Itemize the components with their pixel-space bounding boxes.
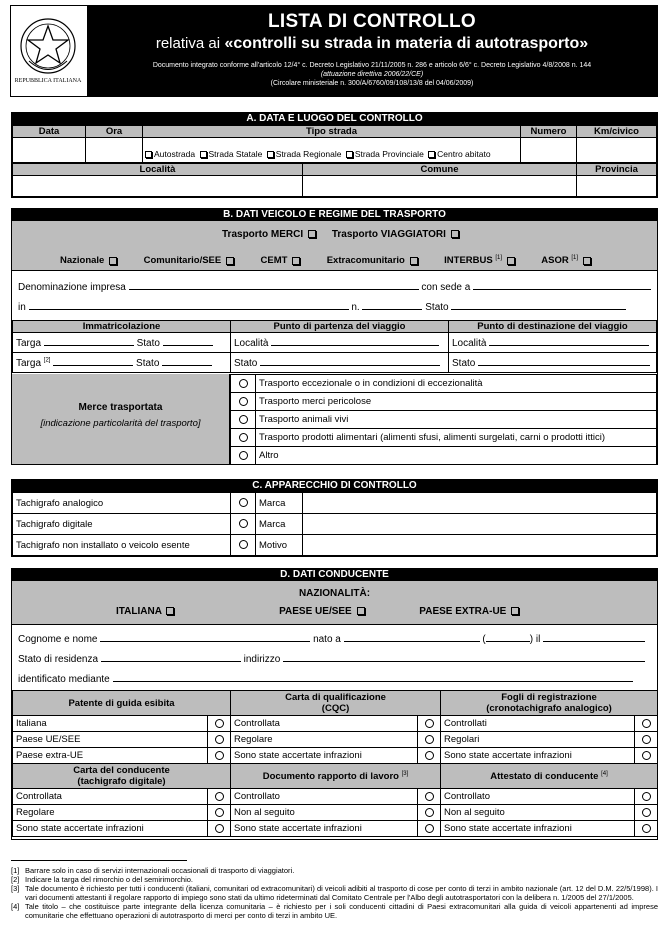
residence-row: Stato di residenza indirizzo [18, 653, 651, 665]
departure-locality-cell: Località [231, 333, 449, 353]
municipality-label: Comune [303, 164, 577, 176]
goods-option-radio[interactable] [239, 415, 248, 424]
nationality-italian-option[interactable]: ITALIANA [116, 606, 176, 617]
card-infractions-radio[interactable] [215, 824, 224, 833]
footnote-divider [11, 860, 187, 861]
section-c [11, 479, 658, 557]
birth-place-field[interactable] [344, 633, 480, 642]
sheets-regular-radio[interactable] [642, 735, 651, 744]
company-seat-field[interactable] [473, 281, 651, 290]
record-sheets-header: Fogli di registrazione (cronotachigrafo analogico) [441, 691, 658, 716]
table-row: Regolare Non al seguito Non al seguito [13, 805, 658, 821]
driver-name-row: Cognome e nome nato a ( ) il [18, 633, 651, 645]
trailer-state-field[interactable] [162, 357, 212, 366]
attestation-infractions-radio[interactable] [642, 824, 651, 833]
road-type-option[interactable]: Autostrada [143, 149, 195, 159]
page-subtitle: relativa ai «controlli su strada in materia di autotrasporto» [155, 35, 589, 52]
destination-header: Punto di destinazione del viaggio [449, 321, 657, 333]
footnotes [11, 866, 658, 920]
work-doc-missing-radio[interactable] [425, 808, 434, 817]
departure-locality-field[interactable] [271, 337, 439, 346]
locality-label: Località [13, 164, 303, 176]
destination-locality-cell: Località [449, 333, 657, 353]
header-title-block [87, 6, 657, 96]
tachograph-none-radio[interactable] [239, 540, 248, 549]
goods-option-radio[interactable] [239, 379, 248, 388]
transport-regime-area [12, 221, 657, 271]
section-b [11, 208, 658, 465]
destination-state-cell: Stato [449, 353, 657, 373]
road-type-option[interactable]: Strada Provinciale [344, 149, 424, 159]
goods-option-row: Trasporto merci pericolose [231, 393, 657, 411]
section-a [11, 112, 658, 198]
tachograph-reason-field[interactable] [303, 535, 657, 556]
footnote: [3] Tale documento è richiesto per tutti i conducenti (italiani, comunitari od extracomunitari) di veicoli adibiti al trasporto di cose per conto di terzi in ambito nazionale (art. 12 del D.M. 22/5/1998). I vari documenti attestanti il regolare rapporto di impiego sono stati da ultimo rideterminati dal Comitato Centrale per l'Albo degli autotrasportatori con la delibera n. 1/2005 del 27/1/2005. [11, 884, 658, 902]
goods-option-row: Trasporto prodotti alimentari (alimenti sfusi, alimenti surgelati, carni o prodotti ittici) [231, 429, 657, 447]
tachograph-row: Tachigrafo non installato o veicolo esente Motivo [13, 535, 657, 556]
goods-option-row: Trasporto animali vivi [231, 411, 657, 429]
community-option[interactable]: Comunitario/SEE [144, 255, 236, 266]
identification-field[interactable] [113, 673, 633, 682]
number-label: Numero [521, 126, 577, 138]
km-label: Km/civico [577, 126, 657, 138]
national-option[interactable]: Nazionale [60, 255, 119, 266]
driver-name-field[interactable] [100, 633, 310, 642]
trailer-plate-cell: Targa [2] Stato [13, 353, 231, 373]
interbus-option[interactable]: INTERBUS [1] [444, 255, 517, 266]
svg-text:REPUBBLICA ITALIANA: REPUBBLICA ITALIANA [14, 78, 82, 84]
birth-province-field[interactable] [486, 633, 530, 642]
goods-option-radio[interactable] [239, 451, 248, 460]
municipality-field[interactable] [303, 176, 577, 197]
sheets-checked-radio[interactable] [642, 719, 651, 728]
section-d [11, 568, 658, 840]
nationality-area [12, 581, 657, 625]
plate-state-field[interactable] [163, 337, 213, 346]
road-type-options [143, 138, 521, 163]
province-label: Provincia [577, 164, 657, 176]
license-extra-eu-radio[interactable] [215, 751, 224, 760]
attestation-missing-radio[interactable] [642, 808, 651, 817]
emblem-logo [11, 6, 87, 96]
plate-field[interactable] [44, 337, 134, 346]
destination-state-field[interactable] [478, 357, 650, 366]
address-field[interactable] [283, 653, 645, 662]
residence-state-field[interactable] [101, 653, 241, 662]
registration-header: Immatricolazione [13, 321, 231, 333]
extra-community-option[interactable]: Extracomunitario [327, 255, 420, 266]
cemt-option[interactable]: CEMT [261, 255, 303, 266]
departure-state-cell: Stato [231, 353, 449, 373]
road-type-option[interactable]: Centro abitato [426, 149, 490, 159]
asor-option[interactable]: ASOR [1] [541, 255, 592, 266]
destination-locality-field[interactable] [489, 337, 649, 346]
road-type-option[interactable]: Strada Regionale [265, 149, 342, 159]
work-document-header: Documento rapporto di lavoro [3] [231, 764, 441, 789]
goods-option-radio[interactable] [239, 433, 248, 442]
tachograph-digital-radio[interactable] [239, 519, 248, 528]
cqc-regular-radio[interactable] [425, 735, 434, 744]
section-c-title: C. APPARECCHIO DI CONTROLLO [12, 480, 657, 492]
footnote: [1] Barrare solo in caso di servizi internazionali occasionali di trasporto di viaggiatori. [11, 866, 295, 875]
company-address-field[interactable] [29, 301, 349, 310]
km-field[interactable] [577, 138, 657, 163]
birth-date-field[interactable] [543, 633, 645, 642]
section-a-title: A. DATA E LUOGO DEL CONTROLLO [12, 113, 657, 125]
driver-attestation-header: Attestato di conducente [4] [441, 764, 658, 789]
company-name-field[interactable] [129, 281, 419, 290]
table-row: Italiana Controllata Controllati [13, 716, 658, 732]
cqc-checked-radio[interactable] [425, 719, 434, 728]
nationality-label: NAZIONALITÀ: [298, 588, 371, 599]
page-title: LISTA DI CONTROLLO [267, 11, 477, 32]
road-type-option[interactable]: Strada Statale [198, 149, 263, 159]
license-eu-radio[interactable] [215, 735, 224, 744]
driver-documents-table [12, 690, 658, 837]
cqc-infractions-radio[interactable] [425, 751, 434, 760]
locality-field[interactable] [13, 176, 303, 197]
road-type-label: Tipo strada [143, 126, 521, 138]
card-checked-radio[interactable] [215, 792, 224, 801]
table-row: Sono state accertate infrazioni Sono state accertate infrazioni Sono state accertate infrazioni [13, 821, 658, 837]
time-field[interactable] [86, 138, 143, 163]
date-label: Data [13, 126, 86, 138]
goods-label-cell: Merce trasportata [indicazione particolarità del trasporto] [12, 374, 230, 464]
identified-row: identificato mediante [18, 673, 651, 685]
company-number-field[interactable] [362, 301, 422, 310]
document-header [10, 5, 658, 97]
trailer-plate-field[interactable] [53, 357, 133, 366]
tachograph-analog-radio[interactable] [239, 498, 248, 507]
license-header: Patente di guida esibita [13, 691, 231, 716]
tachograph-digital-brand-field[interactable] [303, 514, 657, 535]
table-row: Paese UE/SEE Regolare Regolari [13, 732, 658, 748]
company-row: Denominazione impresa con sede a [18, 281, 651, 293]
attestation-checked-radio[interactable] [642, 792, 651, 801]
nationality-eu-option[interactable]: PAESE UE/SEE [279, 606, 366, 617]
table-row: Paese extra-UE Sono state accertate infrazioni Sono state accertate infrazioni [13, 748, 658, 764]
company-state-field[interactable] [451, 301, 626, 310]
driver-card-header: Carta del conducente (tachigrafo digitale) [13, 764, 231, 789]
legal-reference: Documento integrato conforme all'articolo 12/4° c. Decreto Legislativo 21/11/2005 n. 286 e articolo 6/6° c. Decreto Legislativo 4/8/2008 n. 144 (attuazione direttiva 2006/22/CE) (Circolare ministeriale n. 300/A/6760/09/108/13/8 del 04/06/2009) [152, 62, 592, 87]
date-field[interactable] [13, 138, 86, 163]
table-row: Controllata Controllato Controllato [13, 789, 658, 805]
footnote: [2] Indicare la targa del rimorchio o del semirimorchio. [11, 875, 193, 884]
tachograph-row: Tachigrafo digitale Marca [13, 514, 657, 535]
footnote: [4] Tale titolo – che costituisce parte integrante della licenza comunitaria – è richiesto per i soli conducenti cittadini di Paesi extracomunitari alla guida di veicoli appartenenti ad imprese comunitarie che effettuano operazioni di autotrasporto di merci per conto di terzi in ambito UE. [11, 902, 658, 920]
section-b-title: B. DATI VEICOLO E REGIME DEL TRASPORTO [12, 209, 657, 221]
tachograph-analog-brand-field[interactable] [303, 493, 657, 514]
goods-option-radio[interactable] [239, 397, 248, 406]
number-field[interactable] [521, 138, 577, 163]
departure-header: Punto di partenza del viaggio [231, 321, 449, 333]
departure-state-field[interactable] [260, 357, 440, 366]
plate-cell: Targa Stato [13, 333, 231, 353]
tachograph-row: Tachigrafo analogico Marca [13, 493, 657, 514]
province-field[interactable] [577, 176, 657, 197]
section-d-title: D. DATI CONDUCENTE [12, 569, 657, 581]
goods-options-table [230, 374, 657, 465]
work-doc-infractions-radio[interactable] [425, 824, 434, 833]
goods-transport-option[interactable]: Trasporto MERCI [222, 229, 318, 240]
nationality-extra-eu-option[interactable]: PAESE EXTRA-UE [419, 606, 521, 617]
work-doc-checked-radio[interactable] [425, 792, 434, 801]
license-italian-radio[interactable] [215, 719, 224, 728]
goods-option-row: Trasporto eccezionale o in condizioni di eccezionalità [231, 375, 657, 393]
company-address-row: in n. Stato [18, 301, 651, 313]
goods-option-row: Altro [231, 447, 657, 465]
time-label: Ora [86, 126, 143, 138]
passenger-transport-option[interactable]: Trasporto VIAGGIATORI [332, 229, 461, 240]
sheets-infractions-radio[interactable] [642, 751, 651, 760]
cqc-header: Carta di qualificazione (CQC) [231, 691, 441, 716]
card-regular-radio[interactable] [215, 808, 224, 817]
